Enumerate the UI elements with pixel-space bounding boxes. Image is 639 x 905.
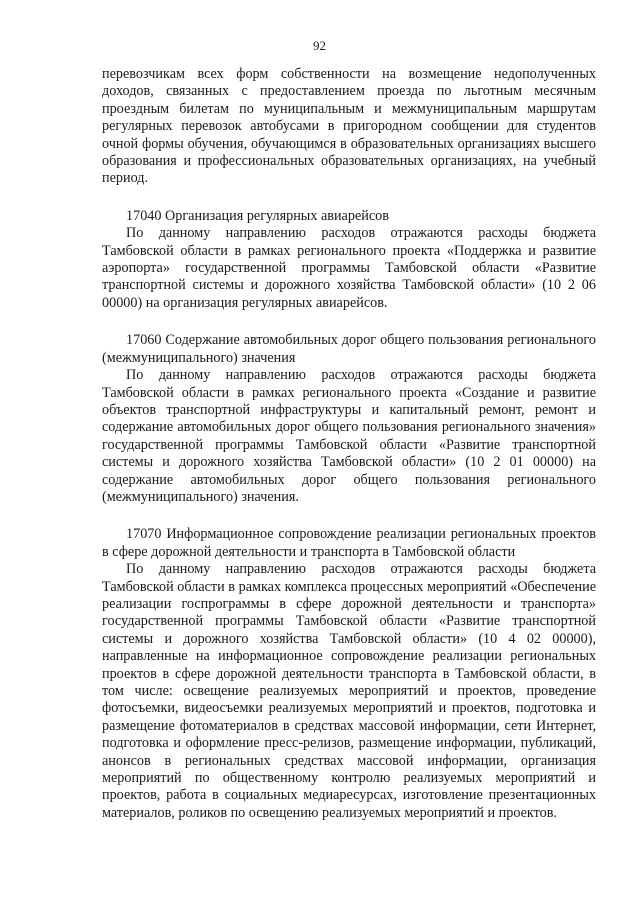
- paragraph-spacer: [102, 506, 596, 526]
- section-text-17060: По данному направлению расходов отражаются расходы бюджета Тамбовской области в рамках регионального проекта «Создание и развитие объектов транспортной инфраструктуры и капитальный ремонт, ремонт и содержание автомобильных дорог общего пользования регионального значения» государственной программы Тамбовской области «Развитие транспортной системы и дорожного хозяйства Тамбовской области» (10 2 01 00000) на содержание автомобильных дорог общего пользования регионального (межмуниципального) значения.: [102, 367, 596, 505]
- document-body: [102, 66, 596, 822]
- section-text-17040: По данному направлению расходов отражаются расходы бюджета Тамбовской области в рамках регионального проекта «Поддержка и развитие аэропорта» государственной программы Тамбовской области «Развитие транспортной системы и дорожного хозяйства Тамбовской области» (10 2 06 00000) на организация регулярных авиарейсов.: [102, 225, 596, 311]
- section-heading-17070: 17070 Информационное сопровождение реализации региональных проектов в сфере дорожной деятельности и транспорта в Тамбовской области: [102, 526, 596, 560]
- paragraph-spacer: [102, 188, 596, 208]
- intro-paragraph: перевозчикам всех форм собственности на возмещение недополученных доходов, связанных с предоставлением проезда по льготным месячным проездным билетам по муниципальным и межмуниципальным маршрутам регулярных перевозок автобусами в пригородном сообщении для студентов очной формы обучения, обучающимся в образовательных организациях высшего образования и профессиональных образовательных организациях, на учебный период.: [102, 66, 596, 187]
- page-number: 92: [313, 38, 326, 53]
- paragraph-spacer: [102, 312, 596, 332]
- section-heading-17060: 17060 Содержание автомобильных дорог общего пользования регионального (межмуниципального) значения: [102, 332, 596, 366]
- section-text-17070: По данному направлению расходов отражаются расходы бюджета Тамбовской области в рамках комплекса процессных мероприятий «Обеспечение реализации госпрограммы в сфере дорожной деятельности и транспорта» государственной программы Тамбовской области «Развитие транспортной системы и дорожного хозяйства Тамбовской области» (10 4 02 00000), направленные на информационное сопровождение реализации региональных проектов в сфере дорожной деятельности транспорта в Тамбовской области, в том числе: освещение реализуемых мероприятий и проектов, проведение фотосъемки, видеосъемки реализуемых мероприятий и проектов, подготовка и размещение фотоматериалов в средствах массовой информации, сети Интернет, подготовка и оформление пресс-релизов, размещение информации, публикаций, анонсов в региональных средствах массовой информации, организация мероприятий по общественному контролю реализуемых мероприятий и проектов, работа в социальных медиаресурсах, изготовление презентационных материалов, роликов по освещению реализуемых мероприятий и проектов.: [102, 561, 596, 821]
- section-heading-17040: 17040 Организация регулярных авиарейсов: [126, 207, 389, 224]
